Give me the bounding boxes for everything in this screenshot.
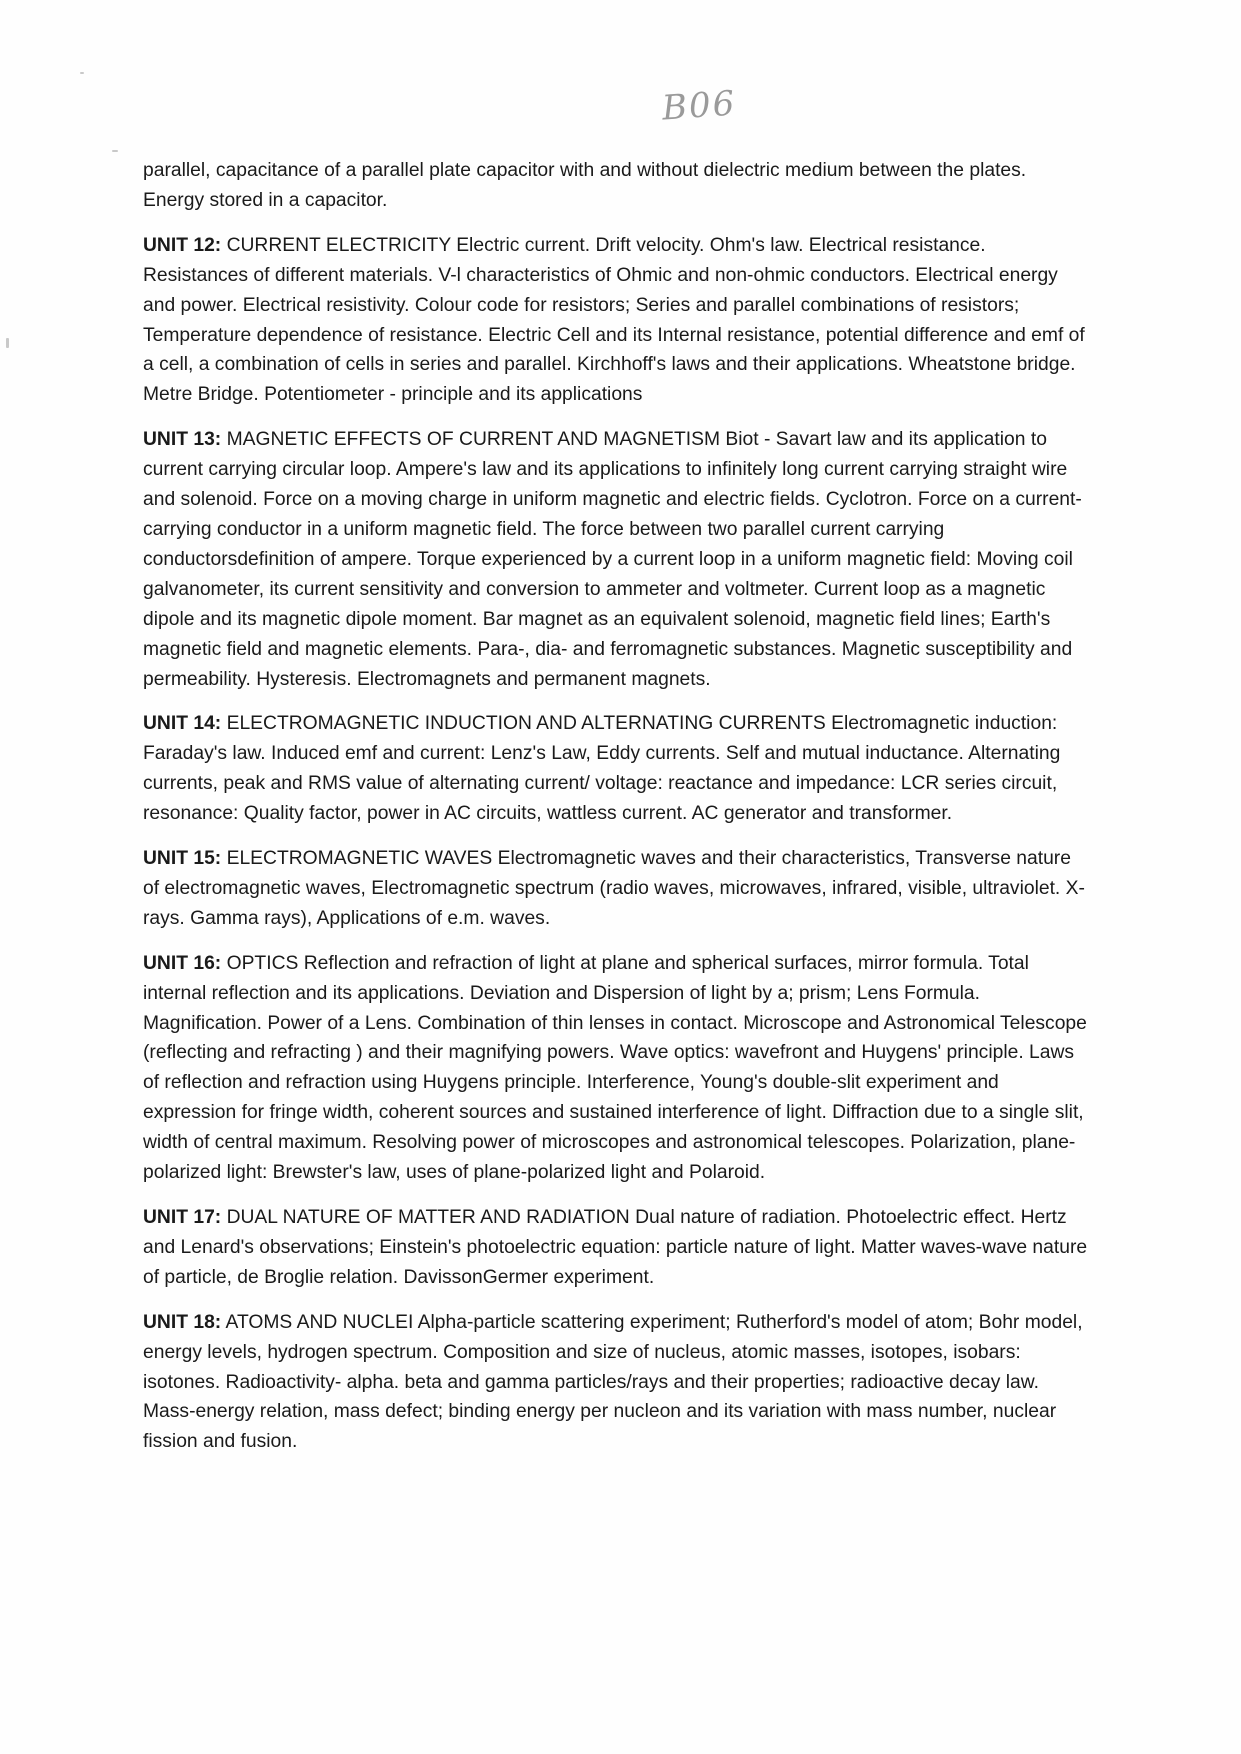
unit-17-label: UNIT 17: [143,1207,222,1228]
unit-17-paragraph [143,1203,1089,1293]
scan-speck [80,72,84,74]
unit-14-paragraph [143,709,1089,829]
unit-14-text: ELECTROMAGNETIC INDUCTION AND ALTERNATING CURRENTS Electromagnetic induction: Faraday's law. Induced emf and current: Lenz's Law, Eddy currents. Self and mutual inductance. Alternating currents, peak and RMS value of alternating current/ voltage: reactance and impedance: LCR series circuit, resonance: Quality factor, power in AC circuits, wattless current. AC generator and transformer. [143,713,1061,825]
scan-speck [6,338,9,348]
unit-18-text: ATOMS AND NUCLEI Alpha-particle scattering experiment; Rutherford's model of atom; Bohr model, energy levels, hydrogen spectrum. Composition and size of nucleus, atomic masses, isotopes, isobars: isotones. Radioactivity- alpha. beta and gamma particles/rays and their properties; radioactive decay law. Mass-energy relation, mass defect; binding energy per nucleon and its variation with mass number, nuclear fission and fusion. [143,1311,1083,1453]
unit-16-paragraph [143,949,1089,1188]
syllabus-content [143,156,1089,1472]
unit-14-label: UNIT 14: [143,713,222,735]
unit-12-label: UNIT 12: [143,234,222,256]
unit-18-label: UNIT 18: [143,1311,222,1333]
unit-17-text: DUAL NATURE OF MATTER AND RADIATION Dual nature of radiation. Photoelectric effect. Hertz and Lenard's observations; Einstein's photoelectric equation: particle nature of light. Matter waves-wave nature of particle, de Broglie relation. DavissonGermer experiment. [143,1207,1088,1288]
unit-13-text: MAGNETIC EFFECTS OF CURRENT AND MAGNETISM Biot - Savart law and its application to current carrying circular loop. Ampere's law and its applications to infinitely long current carrying straight wire and solenoid. Force on a moving charge in uniform magnetic and electric fields. Cyclotron. Force on a current-carrying conductor in a uniform magnetic field. The force between two parallel current carrying conductorsdefinition of ampere. Torque experienced by a current loop in a uniform magnetic field: Moving coil galvanometer, its current sensitivity and conversion to ammeter and voltmeter. Current loop as a magnetic dipole and its magnetic dipole moment. Bar magnet as an equivalent solenoid, magnetic field lines; Earth's magnetic field and magnetic elements. Para-, dia- and ferromagnetic substances. Magnetic susceptibility and permeability. Hysteresis. Electromagnets and permanent magnets. [143,429,1082,690]
handwritten-page-mark: B06 [660,83,738,129]
intro-paragraph: parallel, capacitance of a parallel plate capacitor with and without dielectric medium between the plates. Energy stored in a capacitor. [143,160,1027,211]
unit-15-text: ELECTROMAGNETIC WAVES Electromagnetic waves and their characteristics, Transverse nature of electromagnetic waves, Electromagnetic spectrum (radio waves, microwaves, infrared, visible, ultraviolet. X-rays. Gamma rays), Applications of e.m. waves. [143,848,1085,929]
unit-12-text: CURRENT ELECTRICITY Electric current. Drift velocity. Ohm's law. Electrical resistance. Resistances of different materials. V-l characteristics of Ohmic and non-ohmic conductors. Electrical energy and power. Electrical resistivity. Colour code for resistors; Series and parallel combinations of resistors; Temperature dependence of resistance. Electric Cell and its Internal resistance, potential difference and emf of a cell, a combination of cells in series and parallel. Kirchhoff's laws and their applications. Wheatstone bridge. Metre Bridge. Potentiometer - principle and its applications [143,234,1085,406]
unit-13-label: UNIT 13: [143,429,222,451]
unit-18-paragraph [143,1308,1089,1458]
unit-13-paragraph [143,425,1089,694]
unit-16-label: UNIT 16: [143,952,222,974]
unit-15-label: UNIT 15: [143,848,222,870]
unit-15-paragraph [143,844,1089,934]
unit-12-paragraph [143,231,1089,410]
scan-speck [112,150,118,152]
unit-16-text: OPTICS Reflection and refraction of light at plane and spherical surfaces, mirror formula. Total internal reflection and its applications. Deviation and Dispersion of light by a; prism; Lens Formula. Magnification. Power of a Lens. Combination of thin lenses in contact. Microscope and Astronomical Telescope (reflecting and refracting ) and their magnifying powers. Wave optics: wavefront and Huygens' principle. Laws of reflection and refraction using Huygens principle. Interference, Young's double-slit experiment and expression for fringe width, coherent sources and sustained interference of light. Diffraction due to a single slit, width of central maximum. Resolving power of microscopes and astronomical telescopes. Polarization, plane-polarized light: Brewster's law, uses of plane-polarized light and Polaroid. [143,952,1087,1184]
